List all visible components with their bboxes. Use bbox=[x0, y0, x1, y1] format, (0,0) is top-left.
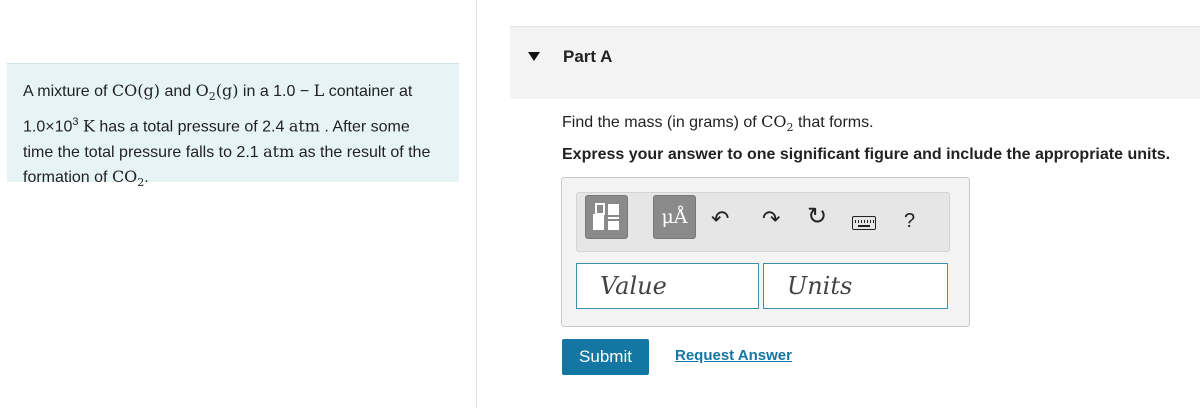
column-divider bbox=[476, 0, 477, 408]
problem-statement: A mixture of CO(g) and $O_2(g)$ in a 1.0 − L container at $1.0\times 10^3$ K has a total pressure of 2.4 atm . After some time the total pressure falls to 2.1 atm as the result of the formation of $CO_2$. bbox=[23, 81, 431, 190]
keyboard-icon[interactable] bbox=[852, 216, 876, 230]
units-placeholder: Units bbox=[787, 272, 853, 300]
reset-icon[interactable]: ↻ bbox=[807, 203, 828, 230]
request-answer-link[interactable]: Request Answer bbox=[675, 347, 792, 364]
submit-button[interactable]: Submit bbox=[562, 339, 649, 375]
question-text: Find the mass (in grams) of $CO_2$ that forms. bbox=[562, 112, 874, 135]
part-title[interactable]: Part A bbox=[563, 47, 613, 66]
math-co2: CO bbox=[111, 167, 138, 187]
help-icon[interactable]: ? bbox=[904, 210, 916, 232]
units-input[interactable] bbox=[763, 263, 948, 309]
redo-icon[interactable]: ↷ bbox=[762, 206, 781, 231]
collapse-triangle-icon[interactable] bbox=[528, 52, 540, 61]
templates-icon bbox=[585, 195, 628, 239]
value-input[interactable] bbox=[576, 263, 759, 309]
units-button[interactable] bbox=[653, 195, 696, 239]
part-header[interactable] bbox=[510, 26, 1200, 99]
value-placeholder: Value bbox=[600, 272, 667, 300]
templates-button[interactable] bbox=[585, 195, 628, 239]
problem-panel bbox=[7, 63, 459, 190]
undo-icon[interactable]: ↶ bbox=[711, 206, 730, 231]
math-o2: O bbox=[195, 81, 209, 100]
math-co: CO bbox=[111, 81, 138, 100]
answer-instruction: Express your answer to one significant figure and include the appropriate units. bbox=[562, 146, 1171, 163]
units-label: μÅ bbox=[661, 206, 688, 228]
